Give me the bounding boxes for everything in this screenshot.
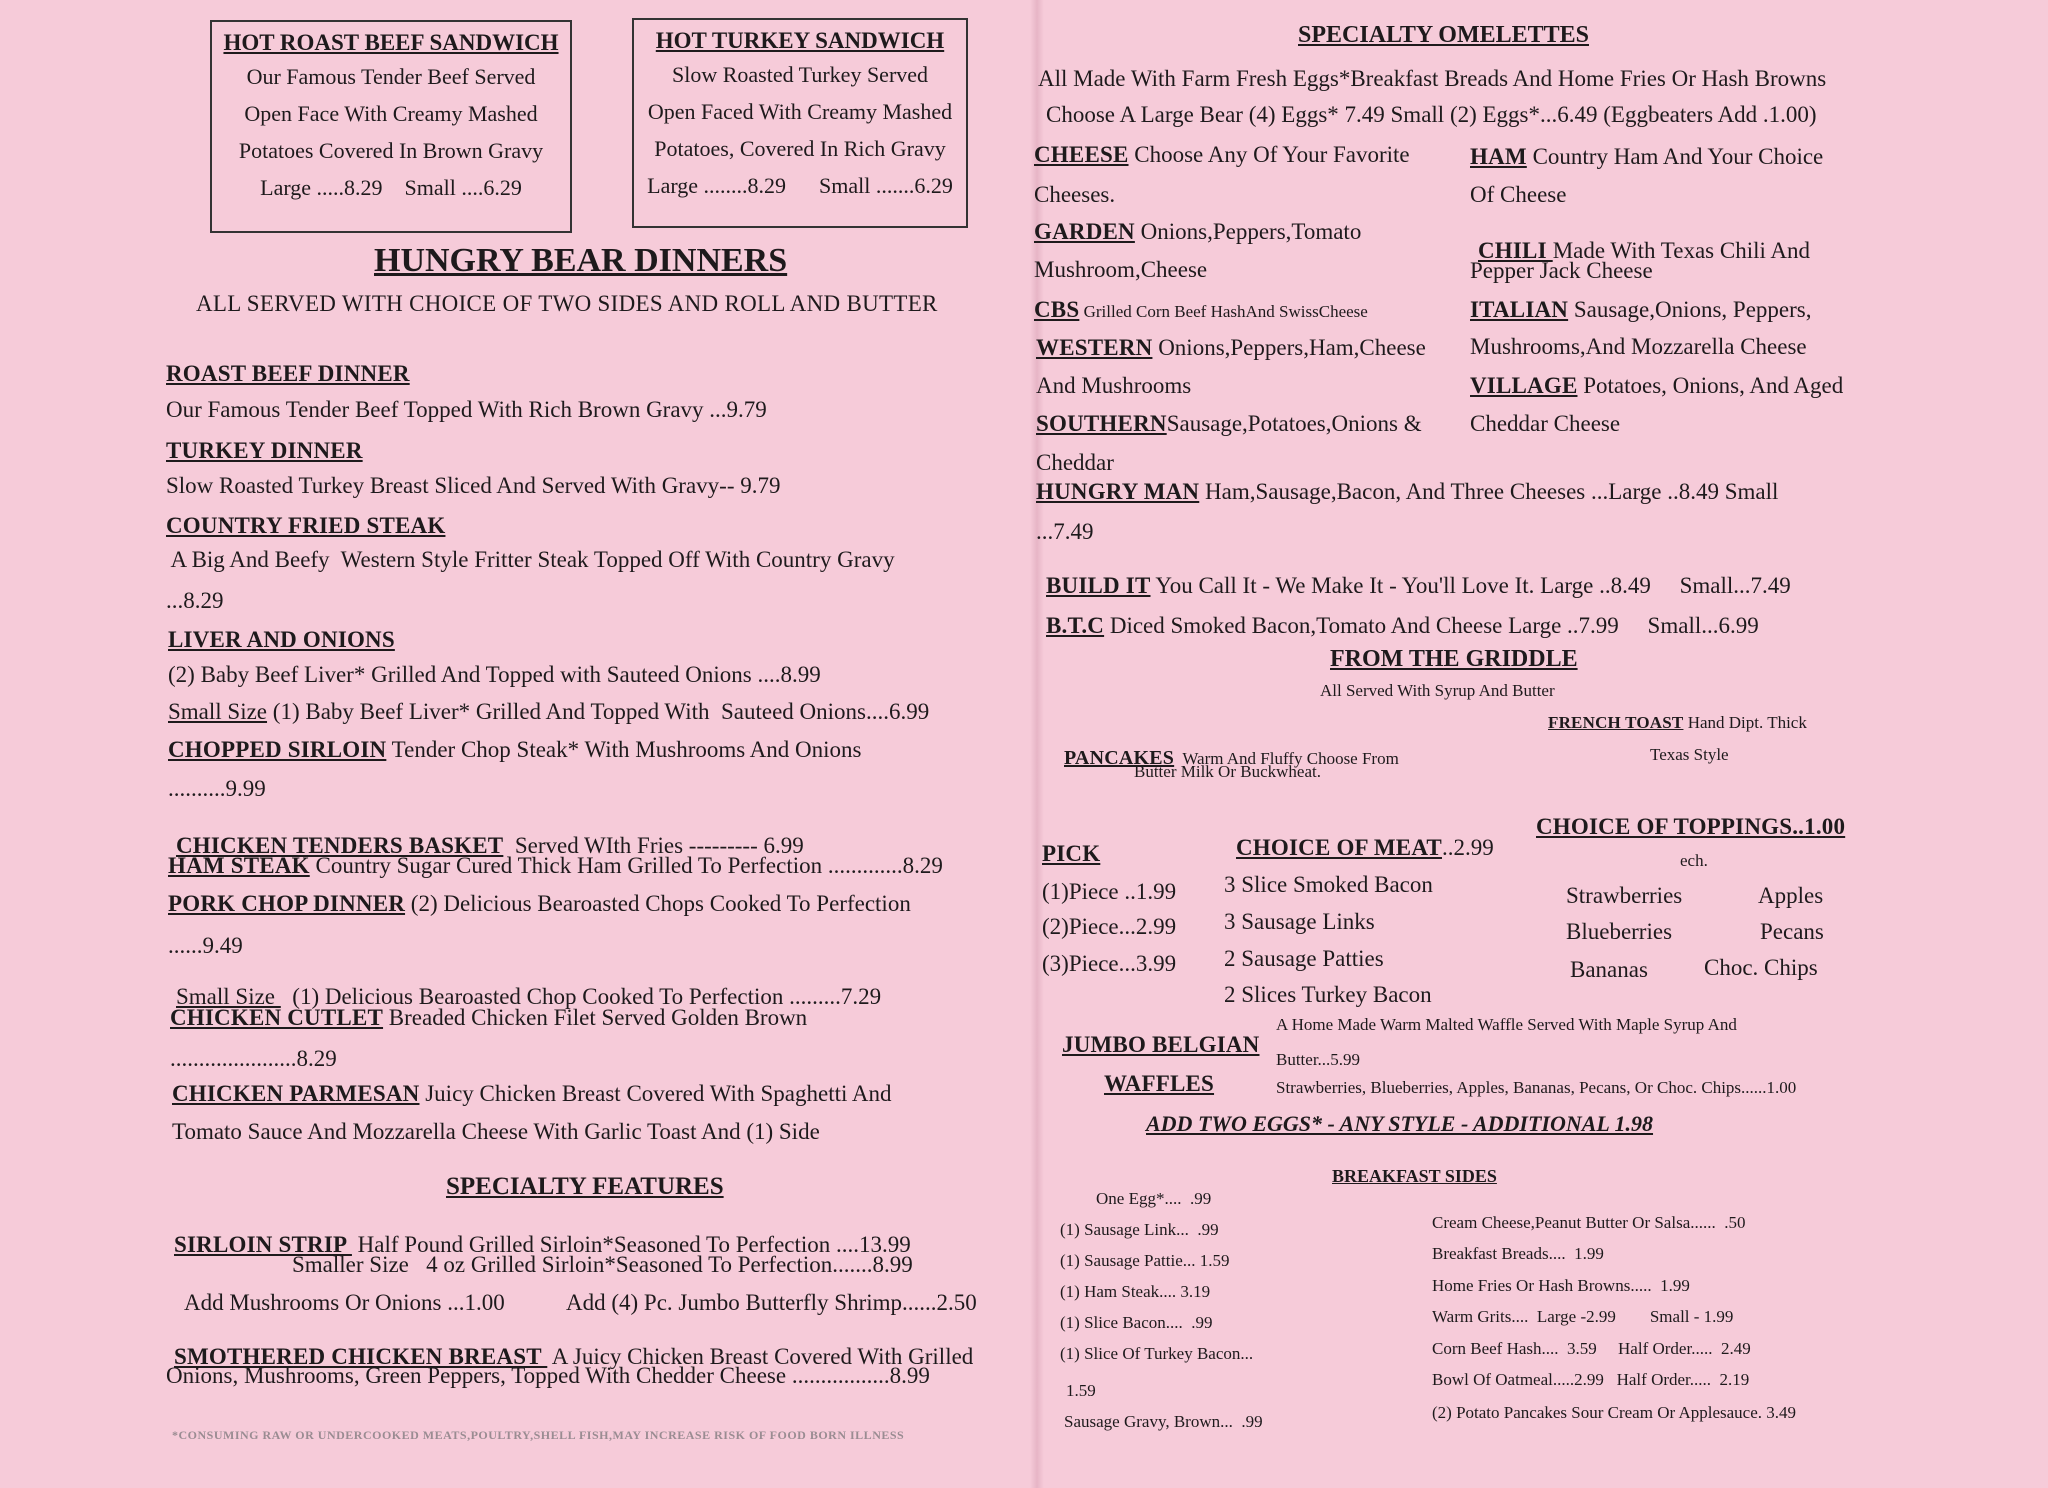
item-price: ...8.29 [166, 588, 224, 613]
side-item: Sausage Gravy, Brown... .99 [1064, 1412, 1263, 1431]
item-desc: Breaded Chicken Filet Served Golden Brown [383, 1005, 808, 1030]
omelette-western [1036, 336, 1426, 360]
box-line: Open Face With Creamy Mashed [244, 101, 538, 126]
item-name: BUILD IT [1046, 573, 1151, 598]
item-desc: Juicy Chicken Breast Covered With Spaghetti And [419, 1081, 892, 1106]
meat-option: 2 Sausage Patties [1224, 946, 1384, 971]
pick-option: (3)Piece...3.99 [1042, 951, 1177, 976]
item-name: CHICKEN CUTLET [170, 1005, 384, 1030]
item-price: ......................8.29 [170, 1046, 337, 1071]
item-desc: Sausage,Onions, Peppers, [1568, 297, 1812, 322]
meat-price: ..2.99 [1441, 835, 1494, 860]
item-name: SMOTHERED CHICKEN BREAST [174, 1344, 548, 1369]
griddle-subtitle: All Served With Syrup And Butter [1320, 681, 1555, 700]
item-name: HAM [1470, 144, 1527, 169]
side-item: 1.59 [1066, 1381, 1096, 1400]
french-toast [1548, 714, 1807, 733]
item-desc: (2) Delicious Bearoasted Chops Cooked To Perfection [405, 891, 911, 916]
box-line: Large ........8.29 Small .......6.29 [647, 173, 953, 198]
side-item: (1) Slice Bacon.... .99 [1060, 1313, 1213, 1332]
side-item: Corn Beef Hash.... 3.59 Half Order..... 2.49 [1432, 1339, 1751, 1358]
item-desc: Country Ham And Your Choice [1526, 144, 1824, 169]
box-line: Potatoes, Covered In Rich Gravy [654, 136, 946, 161]
item-desc: You Call It - We Make It - You'll Love It. Large ..8.49 Small...7.49 [1150, 573, 1791, 598]
item-name: CHEESE [1034, 142, 1129, 167]
specialty-features-title: SPECIALTY FEATURES [446, 1173, 724, 1200]
item-name: SOUTHERN [1036, 411, 1167, 436]
belgian-waffles-title: JUMBO BELGIAN [1062, 1032, 1260, 1057]
item-desc: Slow Roasted Turkey Breast Sliced And Served With Gravy-- 9.79 [166, 473, 781, 498]
item-desc: And Mushrooms [1036, 373, 1192, 398]
belgian-waffles-title: WAFFLES [1104, 1071, 1215, 1096]
item-desc: A Juicy Chicken Breast Covered With Grilled [547, 1344, 974, 1369]
topping-option: Blueberries [1566, 919, 1673, 944]
omelette-chili [1470, 221, 1810, 263]
item-name: B.T.C [1046, 613, 1105, 638]
meat-option: 3 Slice Smoked Bacon [1224, 872, 1433, 897]
item-name: ITALIAN [1470, 297, 1569, 322]
waffle-toppings: Strawberries, Blueberries, Apples, Bananas, Pecans, Or Choc. Chips......1.00 [1276, 1078, 1797, 1097]
side-item: (1) Slice Of Turkey Bacon... [1060, 1344, 1254, 1363]
item-desc: Mushroom,Cheese [1034, 257, 1208, 282]
dinners-title: HUNGRY BEAR DINNERS [374, 242, 788, 279]
choice-of-meat [1236, 836, 1494, 860]
topping-option: Choc. Chips [1704, 955, 1818, 980]
liver-and-onions [168, 628, 395, 652]
pick-option: (1)Piece ..1.99 [1042, 879, 1177, 904]
pork-chop-small [168, 967, 881, 1009]
item-name: WESTERN [1036, 335, 1153, 360]
item-desc: Diced Smoked Bacon,Tomato And Cheese Large ..7.99 Small...6.99 [1104, 613, 1759, 638]
breakfast-sides-title: BREAKFAST SIDES [1332, 1166, 1497, 1186]
topping-option: Strawberries [1566, 883, 1683, 908]
item-price: ......9.49 [168, 933, 243, 958]
item-name: PORK CHOP DINNER [168, 891, 406, 916]
item-desc: Our Famous Tender Beef Topped With Rich Brown Gravy ...9.79 [166, 397, 767, 422]
item-name: VILLAGE [1470, 373, 1578, 398]
sirloin-strip [166, 1215, 911, 1257]
item-name: CHILI [1478, 238, 1553, 263]
item-desc: Cheddar [1036, 450, 1114, 475]
pick-title: PICK [1042, 841, 1101, 866]
box-line: Slow Roasted Turkey Served [671, 62, 929, 87]
hot-roast-beef-title: HOT ROAST BEEF SANDWICH [223, 30, 559, 55]
item-desc: Warm And Fluffy Choose From [1174, 749, 1399, 768]
item-desc: Of Cheese [1470, 182, 1567, 207]
item-name: HAM STEAK [168, 853, 310, 878]
item-name: CHICKEN PARMESAN [172, 1081, 420, 1106]
item-desc: Cheeses. [1034, 182, 1116, 207]
country-fried-steak [166, 514, 445, 538]
item-desc: Pepper Jack Cheese [1470, 258, 1653, 283]
waffle-desc: Butter...5.99 [1276, 1050, 1361, 1069]
omelette-garden [1034, 220, 1361, 244]
chicken-tenders-basket [168, 816, 804, 858]
topping-option: Bananas [1570, 957, 1648, 982]
ham-steak [168, 854, 943, 878]
turkey-dinner [166, 439, 363, 463]
small-size-label: Small Size [168, 699, 268, 724]
item-desc: Country Sugar Cured Thick Ham Grilled To Perfection .............8.29 [309, 853, 943, 878]
pork-chop-dinner [168, 892, 911, 916]
liver-small [168, 700, 929, 724]
item-desc: Sausage,Potatoes,Onions & [1166, 411, 1422, 436]
box-line: Potatoes Covered In Brown Gravy [238, 138, 544, 163]
omelette-village [1470, 374, 1843, 398]
side-item: Bowl Of Oatmeal.....2.99 Half Order..... 2.19 [1432, 1370, 1750, 1389]
omelette-italian [1470, 298, 1812, 322]
meat-option: 2 Slices Turkey Bacon [1224, 982, 1432, 1007]
chopped-sirloin [168, 738, 861, 762]
meat-title: CHOICE OF MEAT [1236, 835, 1442, 860]
omelette-hungry-man [1036, 480, 1778, 504]
add-two-eggs: ADD TWO EGGS* - ANY STYLE - ADDITIONAL 1.98 [1146, 1111, 1654, 1136]
item-desc: ...7.49 [1036, 519, 1094, 544]
side-item: Home Fries Or Hash Browns..... 1.99 [1432, 1276, 1690, 1295]
item-price: ..........9.99 [168, 776, 266, 801]
dinners-subtitle: ALL SERVED WITH CHOICE OF TWO SIDES AND ROLL AND BUTTER [196, 291, 938, 316]
pick-option: (2)Piece...2.99 [1042, 914, 1177, 939]
item-desc: Potatoes, Onions, And Aged [1577, 373, 1844, 398]
item-desc: Cheddar Cheese [1470, 411, 1621, 436]
toppings-ech: ech. [1680, 851, 1708, 870]
item-name: TURKEY DINNER [166, 438, 363, 463]
meat-option: 3 Sausage Links [1224, 909, 1375, 934]
side-item: One Egg*.... .99 [1096, 1189, 1212, 1208]
item-desc: Onions, Mushrooms, Green Peppers, Topped With Chedder Cheese .................8.99 [166, 1363, 930, 1388]
item-desc: A Big And Beefy Western Style Fritter Steak Topped Off With Country Gravy [166, 547, 895, 572]
omelettes-intro: All Made With Farm Fresh Eggs*Breakfast Breads And Home Fries Or Hash Browns [1038, 66, 1827, 91]
item-name: COUNTRY FRIED STEAK [166, 513, 446, 538]
waffle-desc: A Home Made Warm Malted Waffle Served With Maple Syrup And [1276, 1015, 1737, 1034]
item-desc: Served WIth Fries --------- 6.99 [503, 833, 804, 858]
item-name: FRENCH TOAST [1548, 713, 1684, 732]
specialty-omelettes-title: SPECIALTY OMELETTES [1298, 22, 1589, 48]
side-item: Cream Cheese,Peanut Butter Or Salsa...... .50 [1432, 1213, 1746, 1232]
box-line: Open Faced With Creamy Mashed [647, 99, 953, 124]
item-desc: Tomato Sauce And Mozzarella Cheese With Garlic Toast And (1) Side [172, 1119, 820, 1144]
item-desc: Choose Any Of Your Favorite [1128, 142, 1410, 167]
item-desc: Onions,Peppers,Ham,Cheese [1152, 335, 1426, 360]
side-item: (1) Sausage Pattie... 1.59 [1060, 1251, 1230, 1270]
item-desc: Half Pound Grilled Sirloin*Seasoned To Perfection ....13.99 [351, 1232, 911, 1257]
item-name: GARDEN [1034, 219, 1135, 244]
item-desc: Made With Texas Chili And [1552, 238, 1810, 263]
item-desc: (1) Baby Beef Liver* Grilled And Topped With Sauteed Onions....6.99 [267, 699, 930, 724]
item-name: PANCAKES [1064, 747, 1175, 769]
box-line: Our Famous Tender Beef Served [246, 64, 536, 89]
item-desc: Ham,Sausage,Bacon, And Three Cheeses ...Large ..8.49 Small [1199, 479, 1779, 504]
omelette-southern [1036, 412, 1422, 436]
side-item: Breakfast Breads.... 1.99 [1432, 1244, 1604, 1263]
roast-beef-dinner [166, 362, 410, 386]
smaller-size: Smaller Size 4 oz Grilled Sirloin*Seasoned To Perfection.......8.99 [292, 1252, 913, 1277]
topping-option: Apples [1758, 883, 1824, 908]
add-shrimp: Add (4) Pc. Jumbo Butterfly Shrimp......2.50 [566, 1290, 977, 1315]
item-desc: Texas Style [1650, 745, 1729, 764]
item-name: CBS [1034, 297, 1080, 322]
omelette-cheese [1034, 143, 1410, 167]
omelette-cbs [1034, 298, 1368, 322]
item-desc: (1) Delicious Bearoasted Chop Cooked To Perfection .........7.29 [280, 984, 882, 1009]
item-desc: Tender Chop Steak* With Mushrooms And Onions [386, 737, 862, 762]
omelette-btc [1038, 596, 1759, 638]
item-desc: Grilled Corn Beef HashAnd SwissCheese [1079, 302, 1368, 321]
chicken-cutlet [170, 1006, 807, 1030]
item-name: CHICKEN TENDERS BASKET [176, 833, 504, 858]
item-name: SIRLOIN STRIP [174, 1232, 352, 1257]
item-name: ROAST BEEF DINNER [166, 361, 410, 386]
food-warning-footer: *CONSUMING RAW OR UNDERCOOKED MEATS,POULTRY,SHELL FISH,MAY INCREASE RISK OF FOOD BORN ILLNESS [172, 1428, 905, 1442]
omelette-ham [1470, 145, 1823, 169]
item-name: HUNGRY MAN [1036, 479, 1200, 504]
small-size-label: Small Size [176, 984, 281, 1009]
side-item: Warm Grits.... Large -2.99 Small - 1.99 [1432, 1307, 1734, 1326]
griddle-title: FROM THE GRIDDLE [1330, 646, 1578, 672]
hot-turkey-title: HOT TURKEY SANDWICH [655, 28, 945, 53]
item-desc: Hand Dipt. Thick [1683, 713, 1807, 732]
item-desc: (2) Baby Beef Liver* Grilled And Topped with Sauteed Onions ....8.99 [168, 662, 821, 687]
item-desc: Onions,Peppers,Tomato [1134, 219, 1362, 244]
hot-turkey-box [632, 18, 968, 228]
choice-of-toppings-title: CHOICE OF TOPPINGS..1.00 [1536, 814, 1846, 839]
item-desc: Mushrooms,And Mozzarella Cheese [1470, 334, 1807, 359]
box-line: Large .....8.29 Small ....6.29 [260, 175, 522, 200]
topping-option: Pecans [1760, 919, 1824, 944]
item-name: LIVER AND ONIONS [168, 627, 395, 652]
item-desc: Butter Milk Or Buckwheat. [1134, 762, 1321, 781]
side-item: (1) Ham Steak.... 3.19 [1060, 1282, 1211, 1301]
side-item: (1) Sausage Link... .99 [1060, 1220, 1219, 1239]
omelettes-intro: Choose A Large Bear (4) Eggs* 7.49 Small (2) Eggs*...6.49 (Eggbeaters Add .1.00) [1046, 102, 1817, 127]
add-mushrooms: Add Mushrooms Or Onions ...1.00 [184, 1290, 505, 1315]
side-item: (2) Potato Pancakes Sour Cream Or Applesauce. 3.49 [1432, 1403, 1796, 1422]
omelette-build-it [1038, 556, 1791, 598]
chicken-parmesan [172, 1082, 891, 1106]
item-name: CHOPPED SIRLOIN [168, 737, 387, 762]
hot-roast-beef-box [210, 20, 572, 233]
